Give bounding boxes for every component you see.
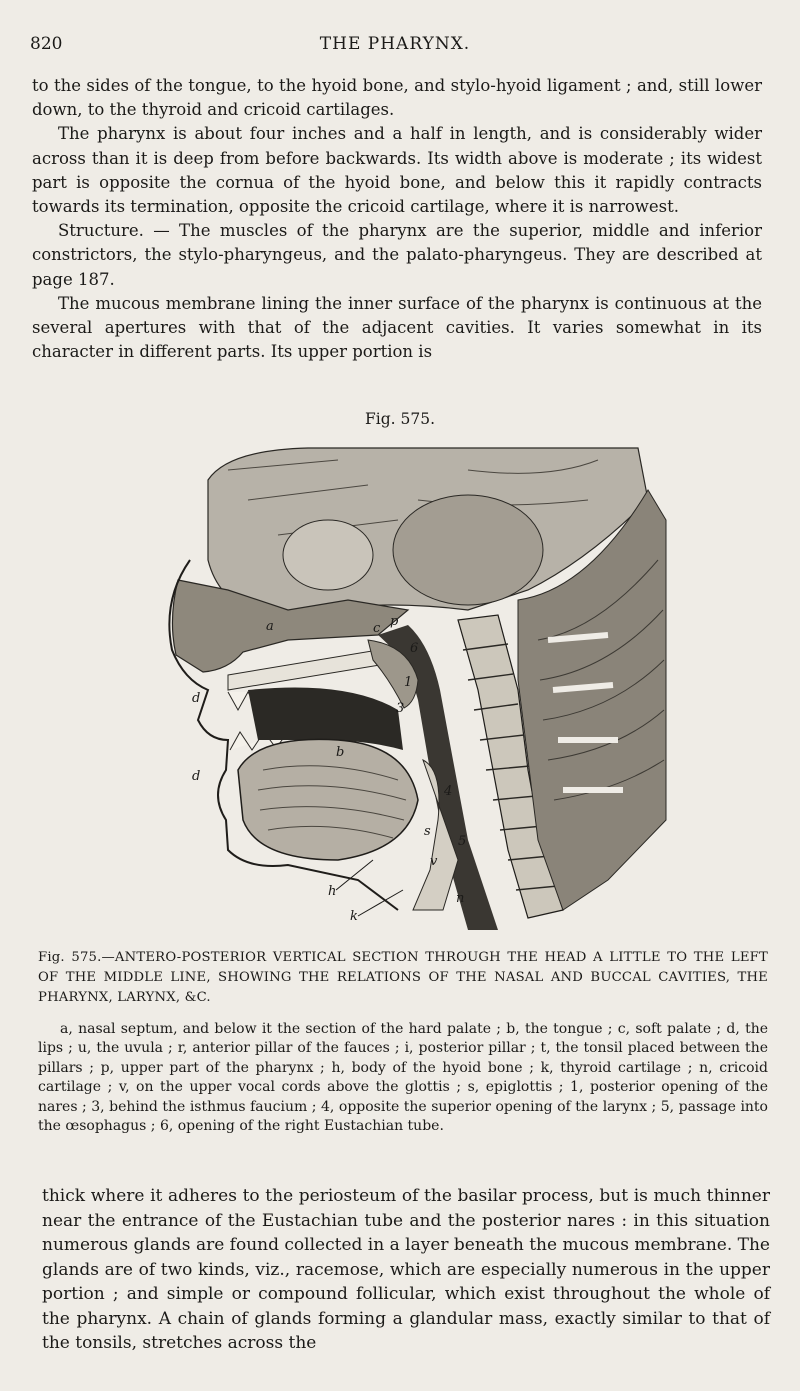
label-v: v xyxy=(430,854,438,869)
paragraph-structure: Structure. — The muscles of the pharynx are the superior, middle and inferior constrictors, the stylo-pharyngeus, and the palato-pharyngeus. They are described at page 187. xyxy=(32,221,762,289)
paragraph-glands: thick where it adheres to the periosteum of the basilar process, but is much thinner near the entrance of the Eustachian tube and the posterior nares : in this situation numerous glands are found collected in a layer beneath the mucous membrane. The glands are of two kinds, viz., racemose, which are especially numerous in the upper portion ; and simple or compound follicular, which exist throughout the whole of the pharynx. A chain of glands forming a glandular mass, exactly similar to that of the tonsils, stretches across the xyxy=(42,1186,770,1353)
body-text-bottom xyxy=(42,1184,770,1356)
figure-label: Fig. 575. xyxy=(365,410,435,428)
label-d-upper: d xyxy=(192,691,201,706)
label-6: 6 xyxy=(410,641,419,656)
page-number: 820 xyxy=(30,34,63,54)
legend-text: a, nasal septum, and below it the section of the hard palate ; b, the tongue ; c, soft palate ; d, the lips ; u, the uvula ; r, anterior pillar of the fauces ; i, posterior pillar ; t, the tonsil placed between the pillars ; p, upper part of the pharynx ; h, body of the hyoid bone ; k, thyroid cartilage ; n, cricoid cartilage ; v, on the upper vocal cords above the glottis ; s, epiglottis ; 1, posterior opening of the nares ; 3, behind the isthmus faucium ; 4, opposite the superior opening of the larynx ; 5, passage into the œsophagus ; 6, opening of the right Eustachian tube. xyxy=(38,1021,768,1135)
body-text-top xyxy=(32,74,762,364)
label-k: k xyxy=(350,909,358,924)
running-title: THE PHARYNX. xyxy=(319,34,471,54)
label-s: s xyxy=(424,824,431,839)
figure-legend xyxy=(38,1020,768,1136)
label-1: 1 xyxy=(404,675,413,690)
label-c: c xyxy=(373,621,381,636)
label-p: p xyxy=(390,614,399,629)
label-h: h xyxy=(328,884,337,899)
label-a: a xyxy=(266,619,274,634)
head-section-drawing xyxy=(168,440,668,930)
label-n: n xyxy=(456,891,465,906)
label-b: b xyxy=(336,745,345,760)
paragraph-mucous-membrane: The mucous membrane lining the inner surface of the pharynx is continuous at the several apertures with that of the adjacent cavities. It varies somewhat in its character in different parts. Its upper portion is xyxy=(32,293,762,362)
label-3: 3 xyxy=(396,701,405,716)
page-header xyxy=(30,34,760,58)
paragraph-continuation: to the sides of the tongue, to the hyoid bone, and stylo-hyoid ligament ; and, still lower down, to the thyroid and cricoid cartilages. xyxy=(32,76,762,120)
label-4: 4 xyxy=(444,784,453,799)
anatomical-illustration xyxy=(168,440,668,930)
figure-caption: Fig. 575.—ANTERO-POSTERIOR VERTICAL SECTION THROUGH THE HEAD A LITTLE TO THE LEFT OF THE MIDDLE LINE, SHOWING THE RELATIONS OF THE NASAL AND BUCCAL CAVITIES, THE PHARYNX, LARYNX, &C. xyxy=(38,950,768,1005)
paragraph-dimensions: The pharynx is about four inches and a half in length, and is considerably wider across than it is deep from before backwards. Its width above is moderate ; its widest part is opposite the cornua of the hyoid bone, and below this it rapidly contracts towards its termination, opposite the cricoid cartilage, where it is narrowest. xyxy=(32,124,762,217)
label-d-lower: d xyxy=(192,769,201,784)
label-5: 5 xyxy=(458,834,467,849)
